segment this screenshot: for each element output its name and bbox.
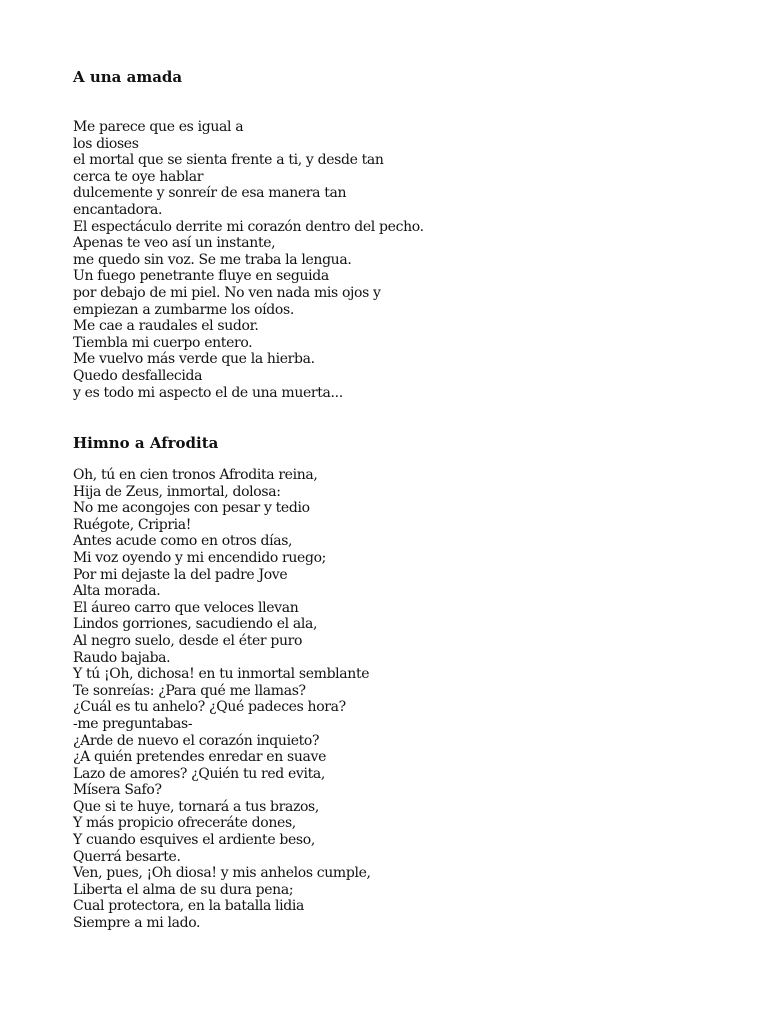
verse-line: Raudo bajaba. [73,649,171,666]
verse-line: Querrá besarte. [73,848,181,865]
verse-line: Ven, pues, ¡Oh diosa! y mis anhelos cumple, [73,865,371,882]
verse-line: cerca te oye hablar [73,168,204,185]
verse-line: Oh, tú en cien tronos Afrodita reina, [73,467,318,483]
poem-title-a-una-amada: A una amada [73,68,183,86]
verse-line: Ruégote, Cripria! [73,516,192,533]
verse-line: Apenas te veo así un instante, [73,235,276,252]
verse-line: Mísera Safo? [73,782,162,799]
verse-line: empiezan a zumbarme los oídos. [73,301,294,318]
verse-line: Me vuelvo más verde que la hierba. [73,351,315,368]
verse-line: Hija de Zeus, inmortal, dolosa: [73,483,281,500]
verse-line: El áureo carro que veloces llevan [73,599,299,616]
verse-line: dulcemente y sonreír de esa manera tan [73,185,347,202]
poem-body-himno-a-afrodita [73,467,371,932]
verse-line: Y tú ¡Oh, dichosa! en tu inmortal semblante [73,666,370,683]
verse-line: ¿A quién pretendes enredar en suave [73,749,326,766]
verse-line: y es todo mi aspecto el de una muerta... [73,384,343,401]
verse-line: Lazo de amores? ¿Quién tu red evita, [73,765,325,782]
verse-line: Tiembla mi cuerpo entero. [73,334,253,351]
verse-line: Me parece que es igual a [73,119,244,135]
verse-line: Que si te huye, tornará a tus brazos, [73,798,319,815]
verse-line: Y cuando esquives el ardiente beso, [73,832,315,849]
verse-line: me quedo sin voz. Se me traba la lengua. [73,251,352,268]
verse-line: -me preguntabas- [73,715,193,732]
verse-line: Un fuego penetrante fluye en seguida [73,268,329,285]
verse-line: Lindos gorriones, sacudiendo el ala, [73,616,318,633]
verse-line: Te sonreías: ¿Para qué me llamas? [73,682,306,699]
poem-title-himno-a-afrodita: Himno a Afrodita [73,434,219,452]
verse-line: los dioses [73,135,139,152]
verse-line: No me acongojes con pesar y tedio [73,500,310,517]
verse-line: encantadora. [73,201,163,218]
verse-line: Mi voz oyendo y mi encendido ruego; [73,549,327,566]
verse-line: Liberta el alma de su dura pena; [73,881,294,898]
verse-line: Alta morada. [73,583,161,600]
verse-line: ¿Cuál es tu anhelo? ¿Qué padeces hora? [73,699,346,716]
verse-line: El espectáculo derrite mi corazón dentro del pecho. [73,218,424,235]
poem-body-a-una-amada [73,119,424,401]
verse-line: por debajo de mi piel. No ven nada mis ojos y [73,284,381,301]
verse-line: Antes acude como en otros días, [73,533,293,550]
verse-line: Y más propicio ofreceráte dones, [73,815,296,832]
verse-line: Al negro suelo, desde el éter puro [73,632,303,649]
verse-line: Quedo desfallecida [73,367,203,384]
verse-line: ¿Arde de nuevo el corazón inquieto? [73,732,320,749]
verse-line: el mortal que se sienta frente a ti, y desde tan [73,152,384,169]
verse-line: Por mi dejaste la del padre Jove [73,566,288,583]
verse-line: Me cae a raudales el sudor. [73,318,259,335]
verse-line: Cual protectora, en la batalla lidia [73,898,305,915]
verse-line: Siempre a mi lado. [73,915,201,932]
